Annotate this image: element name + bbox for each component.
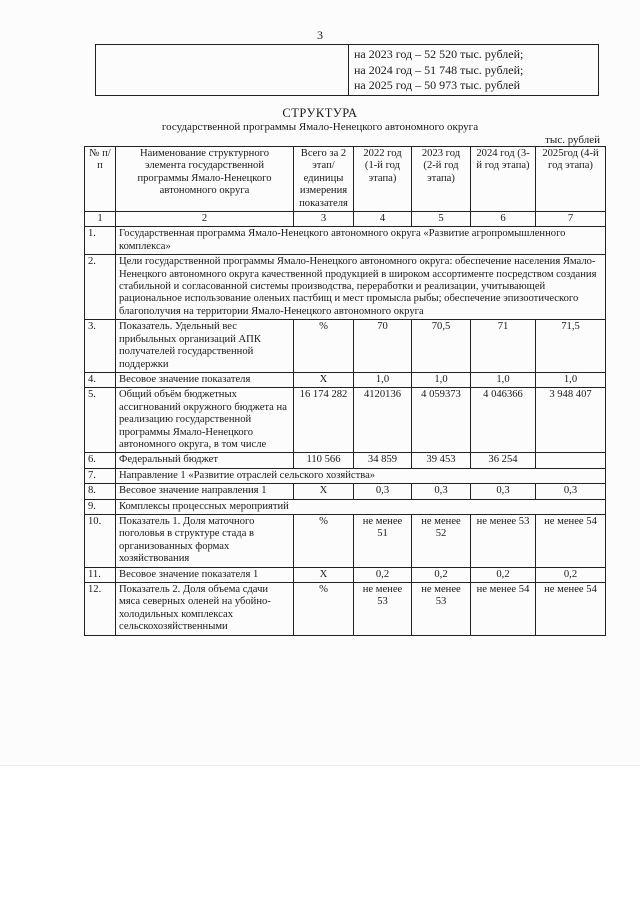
row-spanning-text: Комплексы процессных мероприятий	[116, 499, 606, 514]
row-name: Федеральный бюджет	[116, 453, 294, 468]
row-2022: 70	[354, 320, 412, 373]
row-total: 16 174 282	[294, 388, 354, 453]
row-name: Весовое значение показателя 1	[116, 567, 294, 582]
row-2023: не менее 52	[412, 514, 471, 567]
header-cell: 2024 год (3-й год этапа)	[471, 147, 536, 212]
row-number: 3.	[85, 320, 116, 373]
row-2025: не менее 54	[536, 583, 606, 636]
row-name: Показатель 1. Доля маточного поголовья в структуре стада в организованных формах хозяйствования	[116, 514, 294, 567]
row-number: 6.	[85, 453, 116, 468]
row-total: Х	[294, 567, 354, 582]
row-2023: 0,2	[412, 567, 471, 582]
table-row	[85, 468, 606, 483]
row-2025	[536, 453, 606, 468]
table-row	[85, 227, 606, 255]
row-2024: 0,2	[471, 567, 536, 582]
row-name: Общий объём бюджетных ассигнований окружного бюджета на реализацию государственной программы Ямало-Ненецкого автономного округа, в том числе	[116, 388, 294, 453]
row-number: 4.	[85, 372, 116, 387]
column-index-row	[85, 212, 606, 227]
column-index-cell: 3	[294, 212, 354, 227]
row-total: %	[294, 514, 354, 567]
row-total: Х	[294, 372, 354, 387]
row-name: Показатель. Удельный вес прибыльных организаций АПК получателей государственной поддержки	[116, 320, 294, 373]
row-2025: не менее 54	[536, 514, 606, 567]
row-number: 12.	[85, 583, 116, 636]
row-number: 8.	[85, 484, 116, 499]
column-index-cell: 5	[412, 212, 471, 227]
row-spanning-text: Государственная программа Ямало-Ненецкого автономного округа «Развитие агропромышленного комплекса»	[116, 227, 606, 255]
row-2023: 0,3	[412, 484, 471, 499]
column-index-cell: 4	[354, 212, 412, 227]
document-subtitle: государственной программы Ямало-Ненецкого автономного округа	[161, 121, 479, 133]
row-2025: 3 948 407	[536, 388, 606, 453]
header-cell: № п/п	[85, 147, 116, 212]
row-2022: не менее 53	[354, 583, 412, 636]
row-2022: 0,3	[354, 484, 412, 499]
table-row	[85, 484, 606, 499]
header-cell: 2022 год (1-й год этапа)	[354, 147, 412, 212]
page-number: 3	[317, 28, 323, 42]
row-2023: не менее 53	[412, 583, 471, 636]
row-2024: 36 254	[471, 453, 536, 468]
row-2024: 0,3	[471, 484, 536, 499]
row-2024: 71	[471, 320, 536, 373]
row-2022: не менее 51	[354, 514, 412, 567]
column-index-cell: 6	[471, 212, 536, 227]
row-2025: 71,5	[536, 320, 606, 373]
row-name: Показатель 2. Доля объема сдачи мяса северных оленей на убойно-холодильных комплексах сельскохозяйственными	[116, 583, 294, 636]
row-number: 1.	[85, 227, 116, 255]
top-summary-box	[95, 44, 599, 96]
table-row	[85, 320, 606, 373]
table-row	[85, 567, 606, 582]
units-label: тыс. рублей	[545, 134, 600, 146]
top-box-line: на 2024 год – 51 748 тыс. рублей;	[354, 62, 524, 77]
table-header-row	[85, 147, 606, 212]
row-2023: 39 453	[412, 453, 471, 468]
row-total: 110 566	[294, 453, 354, 468]
row-2025: 1,0	[536, 372, 606, 387]
header-cell: 2025год (4-й год этапа)	[536, 147, 606, 212]
row-name: Весовое значение показателя	[116, 372, 294, 387]
row-2022: 34 859	[354, 453, 412, 468]
row-2022: 1,0	[354, 372, 412, 387]
row-number: 7.	[85, 468, 116, 483]
row-total: %	[294, 583, 354, 636]
table-row	[85, 372, 606, 387]
structure-table	[84, 146, 606, 636]
top-box-line: на 2025 год – 50 973 тыс. рублей	[354, 78, 520, 92]
column-index-cell: 2	[116, 212, 294, 227]
header-cell: Наименование структурного элемента государственной программы Ямало-Ненецкого автономного округа	[116, 147, 294, 212]
row-number: 2.	[85, 255, 116, 320]
row-2022: 4120136	[354, 388, 412, 453]
row-2023: 70,5	[412, 320, 471, 373]
row-2024: не менее 53	[471, 514, 536, 567]
row-2024: 4 046366	[471, 388, 536, 453]
table-row	[85, 583, 606, 636]
row-total: %	[294, 320, 354, 373]
row-2024: 1,0	[471, 372, 536, 387]
row-number: 9.	[85, 499, 116, 514]
row-2023: 1,0	[412, 372, 471, 387]
row-total: Х	[294, 484, 354, 499]
table-row	[85, 453, 606, 468]
row-2023: 4 059373	[412, 388, 471, 453]
page-bottom-margin	[0, 765, 640, 906]
row-2025: 0,2	[536, 567, 606, 582]
row-number: 10.	[85, 514, 116, 567]
row-2024: не менее 54	[471, 583, 536, 636]
top-box-line: на 2023 год – 52 520 тыс. рублей;	[354, 47, 524, 61]
header-cell: Всего за 2 этап/ единицы измерения показателя	[294, 147, 354, 212]
table-row	[85, 255, 606, 320]
row-name: Весовое значение направления 1	[116, 484, 294, 499]
table-row	[85, 514, 606, 567]
row-number: 11.	[85, 567, 116, 582]
top-box-values	[354, 47, 523, 94]
row-2022: 0,2	[354, 567, 412, 582]
column-index-cell: 7	[536, 212, 606, 227]
table-row	[85, 388, 606, 453]
column-index-cell: 1	[85, 212, 116, 227]
document-title: СТРУКТУРА	[282, 106, 358, 120]
row-2025: 0,3	[536, 484, 606, 499]
row-number: 5.	[85, 388, 116, 453]
row-spanning-text: Направление 1 «Развитие отраслей сельского хозяйства»	[116, 468, 606, 483]
row-spanning-text: Цели государственной программы Ямало-Ненецкого автономного округа: обеспечение населения Ямало-Ненецкого автономного округа качественной продукцией в широком ассортименте посредством создания стабильной и согласованной системы производства, переработки и реализации, учитывающей рациональное использование оленьих пастбищ и мест промысла рыбы; обеспечение эпизоотического благополучия на территории Ямало-Ненецкого автономного округа	[116, 255, 606, 320]
top-box-empty-cell	[96, 45, 349, 95]
table-row	[85, 499, 606, 514]
header-cell: 2023 год (2-й год этапа)	[412, 147, 471, 212]
